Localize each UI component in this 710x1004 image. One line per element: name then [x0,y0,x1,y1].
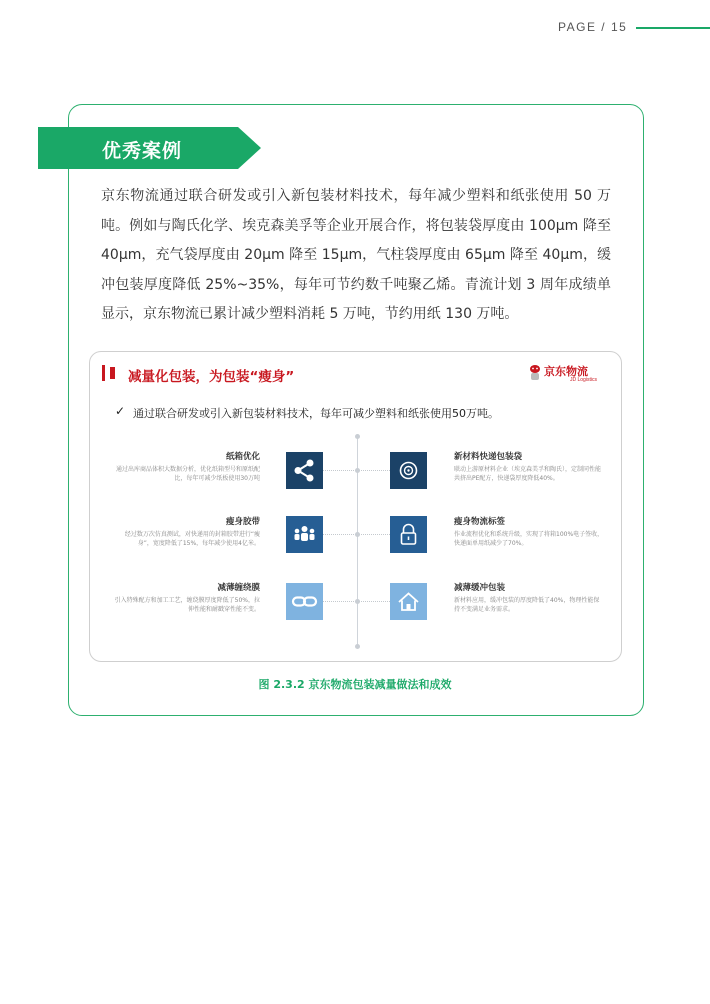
share-icon [286,452,323,489]
section-body-text: 京东物流通过联合研发或引入新包装材料技术，每年减少塑料和纸张使用 50 万吨。例如与陶氏化学、埃克森美孚等企业开展合作，将包装袋厚度由 100μm 降至 40μm，充气袋厚度由 20μm 降至 15μm，气柱袋厚度由 65μm 降至 40μm，缓冲包装厚度降低 25%~35%，每年可节约数千吨聚乙烯。青流计划 3 周年成绩单显示，京东物流已累计减少塑料消耗 5 万吨，节约用纸 130 万吨。 [101,188,611,322]
disc-icon [390,452,427,489]
timeline-dot [355,599,360,604]
logo-text-en: JD Logistics [570,377,597,383]
jd-logistics-logo [528,362,618,386]
jd-dog-icon [528,364,542,382]
figure-summary: 通过联合研发或引入新包装材料技术，每年可减少塑料和纸张使用50万吨。 [133,407,499,420]
lock-icon [390,516,427,553]
logo-text-cn: 京东物流 [544,365,588,378]
chain-link-icon [286,583,323,620]
figure-title-marker [102,365,105,381]
item-title: 新材料快递包装袋 [454,452,523,462]
item-title: 瘦身物流标签 [454,517,506,527]
timeline-dot [355,468,360,473]
people-group-icon [286,516,323,553]
item-desc: 引入特殊配方和加工工艺，缠绕膜厚度降低了50%，拉伸性能和耐戳穿性能不变。 [114,597,260,613]
timeline-dot [355,532,360,537]
item-desc: 新材料应用，缓冲包装的厚度降低了40%，物理性能保持不变满足业务需求。 [454,597,600,613]
section-title: 优秀案例 [102,140,183,162]
timeline-dot [355,644,360,649]
item-title: 纸箱优化 [225,452,260,462]
item-desc: 联动上游原材料企业（埃克森美孚和陶氏），定制同性能共挤出PE配方，快递袋厚度降低40%。 [454,466,602,482]
item-desc: 通过出库商品体积大数据分析，优化纸箱型号和原纸配比，每年可减少纸板使用30万吨 [115,466,260,482]
page-number: PAGE / 15 [558,20,628,34]
item-title: 减薄缠绕膜 [217,583,260,593]
item-title: 瘦身胶带 [225,517,260,527]
figure-title: 减量化包装，为包装“瘦身” [128,369,295,385]
item-desc: 作业流程优化和系统升级，实现了将箱100%电子签收，快递面单用纸减少了70%。 [454,531,604,547]
section-title-banner [38,127,261,169]
timeline-dot [355,434,360,439]
home-icon [390,583,427,620]
figure-card [89,351,622,662]
item-title: 减薄缓冲包装 [454,583,506,593]
header-rule [636,27,710,29]
figure-title-marker-small [110,367,115,379]
check-icon: ✓ [115,404,126,418]
item-desc: 经过数万次仿真测试，对快递用的封箱胶带进行“瘦身”，宽度降低了15%，每年减少使用4亿米。 [124,531,260,547]
figure-caption: 图 2.3.2 京东物流包装减量做法和成效 [258,678,452,691]
